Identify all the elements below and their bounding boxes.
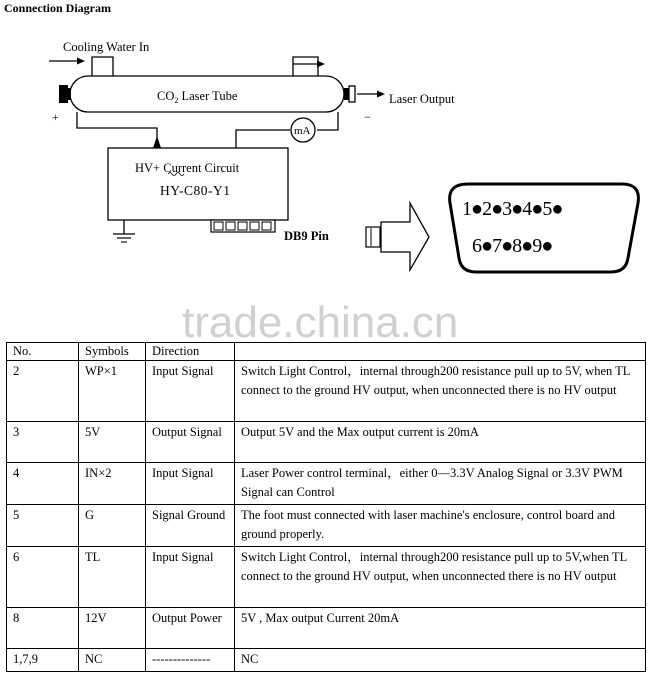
cell-no: 3 <box>7 422 79 463</box>
tube-right-cap <box>344 88 349 100</box>
watermark: trade.china.cn <box>182 298 459 347</box>
cell-description: Output 5V and the Max output current is 20mA <box>235 422 646 463</box>
table-row <box>7 422 646 463</box>
pointing-arrow-icon <box>381 203 429 270</box>
cell-no: 5 <box>7 505 79 547</box>
cell-no: 8 <box>7 608 79 649</box>
water-in-arrow <box>49 58 85 65</box>
cell-symbol: IN×2 <box>79 463 146 505</box>
cell-description: Laser Power control terminal，either 0—3.3V Analog Signal or 3.3V PWM Signal can Control <box>235 463 646 505</box>
positive-wire <box>77 112 157 138</box>
pin-spec-table <box>6 342 646 672</box>
header-description <box>235 343 646 361</box>
cell-direction: Signal Ground <box>146 505 235 547</box>
cell-no: 4 <box>7 463 79 505</box>
table-row <box>7 547 646 608</box>
minus-label: − <box>364 110 371 124</box>
header-no: No. <box>7 343 79 361</box>
cooling-inlet-pipe <box>92 57 113 76</box>
table-row <box>7 361 646 422</box>
cell-description: Switch Light Control，internal through200 resistance pull up to 5V,when TL connect to the ground HV output, when unconnected there is no HV output <box>235 547 646 608</box>
negative-wire <box>317 112 338 130</box>
cell-symbol: NC <box>79 649 146 672</box>
cell-no: 6 <box>7 547 79 608</box>
cooling-outlet-pipe <box>293 57 318 76</box>
connection-diagram <box>0 0 650 300</box>
cell-direction: Input Signal <box>146 463 235 505</box>
table-row <box>7 649 646 672</box>
laser-output-label: Laser Output <box>389 92 455 106</box>
cell-direction: Output Power <box>146 608 235 649</box>
page-title: Connection Diagram <box>4 1 111 15</box>
cell-symbol: G <box>79 505 146 547</box>
db9-pin-label: DB9 Pin <box>284 229 329 243</box>
cell-symbol: TL <box>79 547 146 608</box>
cell-direction: -------------- <box>146 649 235 672</box>
header-symbols: Symbols <box>79 343 146 361</box>
plus-label: + <box>52 110 59 124</box>
laser-output-arrow <box>357 91 385 98</box>
table-row <box>7 463 646 505</box>
cooling-water-label: Cooling Water In <box>63 40 150 54</box>
ground-icon <box>113 220 135 242</box>
ma-label: mA <box>294 125 311 137</box>
tube-label: $CO_2$ Laser Tube <box>157 89 238 105</box>
circuit-line1: HV+ Current Circuit <box>135 161 240 175</box>
cell-symbol: 5V <box>79 422 146 463</box>
positive-terminal <box>153 136 161 148</box>
pins-row-1: 1●2●3●4●5● <box>462 198 563 220</box>
cell-description: The foot must connected with laser machine's enclosure, control board and ground properly. <box>235 505 646 547</box>
cell-no: 2 <box>7 361 79 422</box>
cell-direction: Input Signal <box>146 361 235 422</box>
circuit-line2: HY-C80-Y1 <box>160 183 231 198</box>
db9-plug-icon <box>366 227 380 247</box>
cell-direction: Output Signal <box>146 422 235 463</box>
table-row <box>7 505 646 547</box>
db9-terminal-block <box>211 220 275 232</box>
cell-no: 1,7,9 <box>7 649 79 672</box>
header-direction: Direction <box>146 343 235 361</box>
table-header-row <box>7 343 646 361</box>
cell-symbol: 12V <box>79 608 146 649</box>
cell-description: NC <box>235 649 646 672</box>
table-row <box>7 608 646 649</box>
pins-row-2: 6●7●8●9● <box>472 235 553 257</box>
tube-left-cap <box>59 85 68 103</box>
cell-description: 5V , Max output Current 20mA <box>235 608 646 649</box>
cell-symbol: WP×1 <box>79 361 146 422</box>
cell-description: Switch Light Control，internal through200 resistance pull up to 5V, when TL connect to the ground HV output, when unconnected there is no HV output <box>235 361 646 422</box>
cell-direction: Input Signal <box>146 547 235 608</box>
water-out-arrow <box>293 61 325 68</box>
